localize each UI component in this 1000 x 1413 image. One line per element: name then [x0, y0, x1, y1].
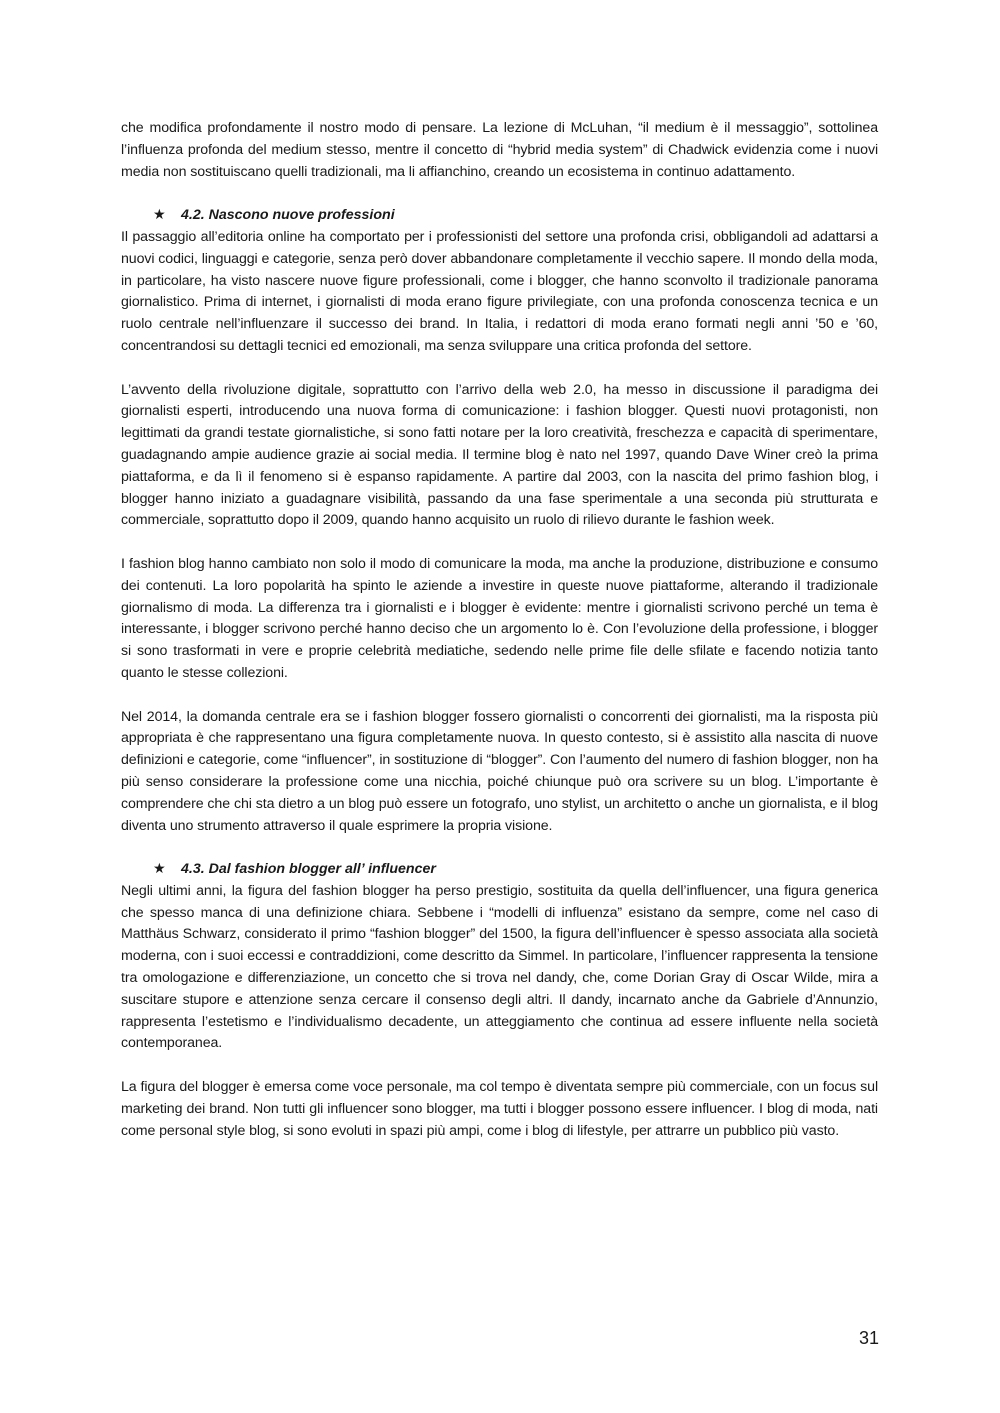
paragraph-digital-revolution: L’avvento della rivoluzione digitale, soprattutto con l’arrivo della web 2.0, ha messo in discussione il paradigma dei giornalisti esperti, introducendo una nuova forma di comunicazione: i fashion blogger. Questi nuovi protagonisti, non legittimati da grandi testate giornalistiche, si sono fatti notare per la loro creatività, freschezza e capacità di sperimentare, guadagnando ampie audience grazie ai social media. Il termine blog è nato nel 1997, quando Dave Winer creò la prima piattaforma, e da lì il fenomeno si è espanso rapidamente. A partire dal 2003, con la nascita del primo fashion blog, i blogger hanno iniziato a guadagnare visibilità, passando da una fase sperimentale a una seconda più strutturata e commerciale, soprattutto dopo il 2009, quando hanno acquisito un ruolo di rilievo durante le fashion week.: [121, 381, 878, 529]
star-bullet-icon: ★: [153, 861, 166, 878]
paragraph-2014-question: Nel 2014, la domanda centrale era se i fashion blogger fossero giornalisti o concorrenti dei giornalisti, ma la risposta più appropriata è che rappresentano una figura completamente nuova. In questo contesto, si è assistito alla nascita di nuove definizioni e categorie, come “influencer”, in sostituzione di “blogger”. Con l’aumento del numero di fashion blogger, non ha più senso considerare la professione come una nicchia, poiché chiunque può ora scrivere su un blog. L’importante è comprendere che chi sta dietro a un blog può essere un fotografo, uno stylist, un architetto o anche un giornalista, e il blog diventa uno strumento attraverso il quale esprimere la propria visione.: [121, 708, 878, 834]
page-body: [121, 118, 878, 1142]
paragraph-intro-continuation: che modifica profondamente il nostro modo di pensare. La lezione di McLuhan, “il medium è il messaggio”, sottolinea l’influenza profonda del medium stesso, mentre il concetto di “hybrid media system” di Chadwick evidenzia come i nuovi media non sostituiscano quelli tradizionali, ma li affianchino, creando un ecosistema in continuo adattamento.: [121, 120, 878, 180]
section-heading-4-3-label: 4.3. Dal fashion blogger all’ influencer: [181, 861, 436, 878]
star-bullet-icon: ★: [153, 207, 166, 224]
paragraph-new-professions: Il passaggio all’editoria online ha comportato per i professionisti del settore una profonda crisi, obbligandoli ad adattarsi a nuovi codici, linguaggi e categorie, senza però dover abbandonare completamente il vecchio sapere. Il mondo della moda, in particolare, ha visto nascere nuove figure professionali, come i blogger, che hanno sconvolto il tradizionale panorama giornalistico. Prima di internet, i giornalisti di moda erano figure privilegiate, con una profonda conoscenza tecnica e un ruolo centrale nell’influenzare il successo dei brand. In Italia, i redattori di moda erano formati negli anni ’50 e ’60, concentrandosi su dettagli tecnici ed emozionali, ma senza sviluppare una critica profonda del settore.: [121, 228, 878, 354]
paragraph-influencer-figure: Negli ultimi anni, la figura del fashion blogger ha perso prestigio, sostituita da quella dell’influencer, una figura generica che spesso manca di una definizione chiara. Sebbene i “modelli di influenza” esistano da sempre, come nel caso di Matthäus Schwarz, considerato il primo “fashion blogger” del 1500, la figura dell’influencer è spesso associata alla società moderna, con i suoi eccessi e contraddizioni, come descritto da Simmel. In particolare, l’influencer rappresenta la tensione tra omologazione e differenziazione, un concetto che si trova nel dandy, che, come Dorian Gray di Oscar Wilde, mira a suscitare stupore e attenzione senza cercare il consenso degli altri. Il dandy, incarnato anche da Gabriele d’Annunzio, rappresenta l’estetismo e l’individualismo decadente, un atteggiamento che continua ad essere influente nella società contemporanea.: [121, 882, 878, 1052]
page-number: 31: [858, 1328, 879, 1348]
paragraph-blogger-voice: La figura del blogger è emersa come voce personale, ma col tempo è diventata sempre più commerciale, con un focus sul marketing dei brand. Non tutti gli influencer sono blogger, ma tutti i blogger possono essere influencer. I blog di moda, nati come personal style blog, si sono evoluti in spazi più ampi, come i blog di lifestyle, per attrarre un pubblico più vasto.: [121, 1079, 878, 1139]
paragraph-fashion-blogs: I fashion blog hanno cambiato non solo il modo di comunicare la moda, ma anche la produzione, distribuzione e consumo dei contenuti. La loro popolarità ha spinto le aziende a investire in queste nuove piattaforme, alterando il tradizionale giornalismo di moda. La differenza tra i giornalisti e i blogger è evidente: mentre i giornalisti scrivono perché un tema è interessante, i blogger scrivono perché hanno deciso che un argomento lo è. Con l’evoluzione della professione, i blogger si sono trasformati in vere e proprie celebrità mediatiche, sedendo nelle prime file delle sfilate e facendo notizia tanto quanto le stesse collezioni.: [121, 555, 878, 681]
section-heading-4-2-label: 4.2. Nascono nuove professioni: [181, 207, 395, 224]
section-heading-4-2: [121, 205, 878, 227]
section-heading-4-3: [121, 859, 878, 881]
